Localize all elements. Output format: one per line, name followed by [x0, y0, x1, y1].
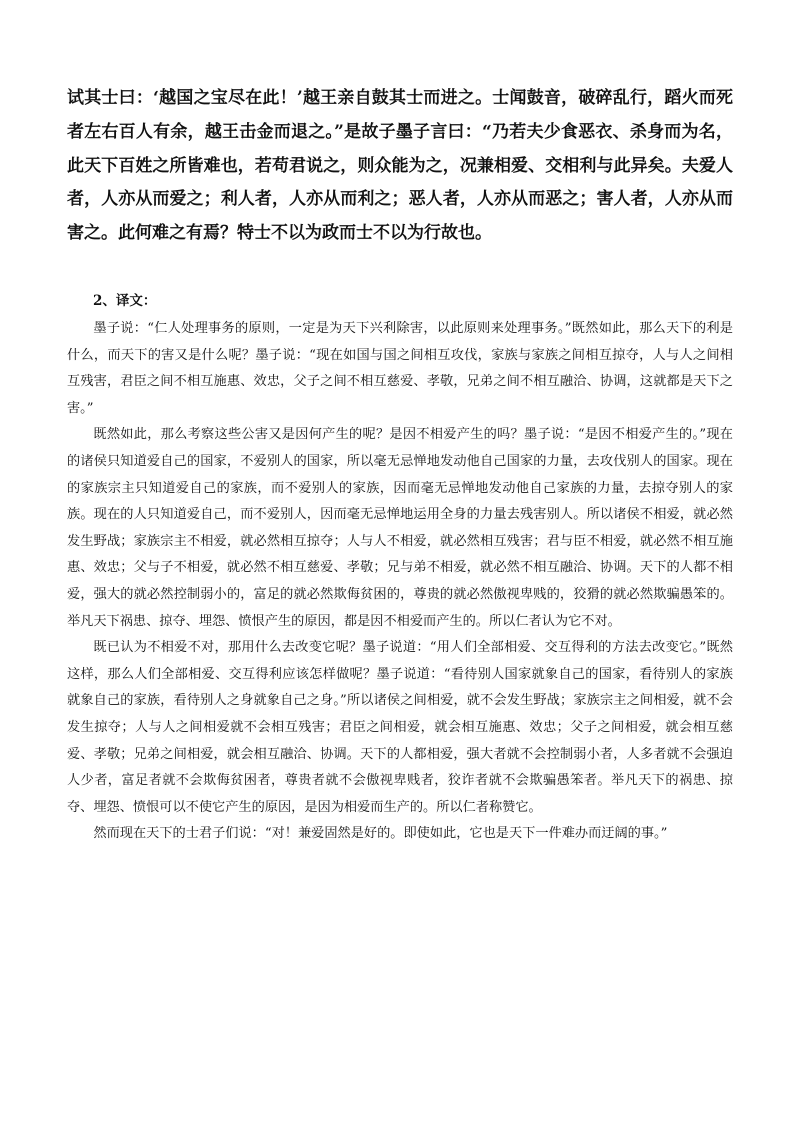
translation-paragraph-4: 然而现在天下的士君子们说：“对！兼爱固然是好的。即使如此，它也是天下一件难办而迂阔的事。” — [93, 826, 668, 842]
translation-paragraph-3: 既已认为不相爱不对，那用什么去改变它呢？墨子说道：“用人们全部相爱、交互得利的方法去改变它。”既然这样，那么人们全部相爱、交互得利应该怎样做呢？墨子说道：“看待别人国家就象自己的国家，看待别人的家族就象自己的家族，看待别人之身就象自己之身。”所以诸侯之间相爱，就不会发生野战；家族宗主之间相爱，就不会发生掠夺；人与人之间相爱就不会相互残害；君臣之间相爱，就会相互施惠、效忠；父子之间相爱，就会相互慈爱、孝敬；兄弟之间相爱，就会相互融洽、协调。天下的人都相爱，强大者就不会控制弱小者，人多者就不会强迫人少者，富足者就不会欺侮贫困者，尊贵者就不会傲视卑贱者，狡诈者就不会欺骗愚笨者。举凡天下的祸患、掠夺、埋怨、愤恨可以不使它产生的原因，是因为相爱而生产的。所以仁者称赞它。 — [67, 640, 733, 815]
original-text-paragraph: 试其士曰：‘越国之宝尽在此！’越王亲自鼓其士而进之。士闻鼓音，破碎乱行，蹈火而死者左右百人有余，越王击金而退之。”是故子墨子言曰：“乃若夫少食恶衣、杀身而为名，此天下百姓之所皆难也，若苟君说之，则众能为之，况兼相爱、交相利与此异矣。夫爱人者，人亦从而爱之；利人者，人亦从而利之；恶人者，人亦从而恶之；害人者，人亦从而害之。此何难之有焉？特士不以为政而士不以为行故也。 — [67, 88, 733, 244]
translation-body — [67, 316, 733, 848]
translation-heading: 2、译文： — [93, 293, 157, 309]
translation-paragraph-2: 既然如此，那么考察这些公害又是因何产生的呢？是因不相爱产生的吗？墨子说：“是因不相爱产生的。”现在的诸侯只知道爱自己的国家，不爱别人的国家，所以毫无忌惮地发动他自己国家的力量，去攻伐别人的国家。现在的家族宗主只知道爱自己的家族，而不爱别人的家族，因而毫无忌惮地发动他自己家族的力量，去掠夺别人的家族。现在的人只知道爱自己，而不爱别人，因而毫无忌惮地运用全身的力量去残害别人。所以诸侯不相爱，就必然发生野战；家族宗主不相爱，就必然相互掠夺；人与人不相爱，就必然相互残害；君与臣不相爱，就必然不相互施惠、效忠；父与子不相爱，就必然不相互慈爱、孝敬；兄与弟不相爱，就必然不相互融洽、协调。天下的人都不相爱，强大的就必然控制弱小的，富足的就必然欺侮贫困的，尊贵的就必然傲视卑贱的，狡猾的就必然欺骗愚笨的。举凡天下祸患、掠夺、埋怨、愤恨产生的原因，都是因不相爱而产生的。所以仁者认为它不对。 — [67, 427, 733, 629]
translation-paragraph-1: 墨子说：“仁人处理事务的原则，一定是为天下兴利除害，以此原则来处理事务。”既然如此，那么天下的利是什么，而天下的害又是什么呢？墨子说：“现在如国与国之间相互攻伐，家族与家族之间相互掠夺，人与人之间相互残害，君臣之间不相互施惠、效忠，父子之间不相互慈爱、孝敬，兄弟之间不相互融洽、协调，这就都是天下之害。” — [67, 321, 733, 416]
